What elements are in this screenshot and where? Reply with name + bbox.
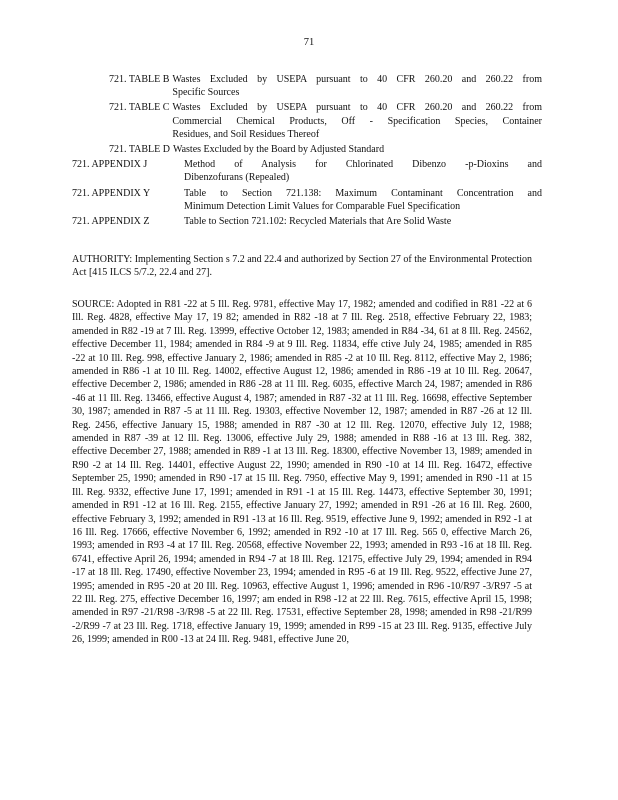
toc-description-line: Minimum Detection Limit Values for Comparable Fuel Specification	[184, 200, 461, 212]
toc-description-line: Dibenzofurans (Repealed)	[184, 172, 290, 184]
table-of-contents	[72, 73, 542, 230]
toc-entry	[72, 215, 542, 228]
toc-description-line: Table to Section 721.138: Maximum Contaminant Concentration and	[184, 187, 542, 199]
toc-description-line: Wastes Excluded by the Board by Adjusted Standard	[172, 144, 385, 156]
toc-entry	[72, 158, 542, 184]
toc-entry-label: 721. TABLE C	[109, 102, 170, 114]
toc-entry-description	[181, 215, 542, 228]
toc-entry	[72, 73, 542, 99]
toc-description-line: Wastes Excluded by USEPA pursuant to 40 CFR 260.20 and 260.22 from	[172, 102, 542, 114]
toc-entry-label: 721. TABLE B	[109, 74, 170, 85]
toc-entry-description	[169, 101, 542, 141]
toc-description-line: Commercial Chemical Products, Off - Specification Species, Container	[172, 115, 542, 127]
toc-entry-description	[181, 187, 542, 213]
toc-entry-label: 721. APPENDIX Y	[72, 187, 151, 199]
toc-entry-label: 721. APPENDIX Z	[72, 216, 150, 228]
toc-entry-description	[181, 158, 542, 184]
toc-entry-description	[170, 143, 542, 156]
toc-description-line: Wastes Excluded by USEPA pursuant to 40 CFR 260.20 and 260.22 from	[172, 74, 542, 85]
toc-entry	[72, 187, 542, 213]
toc-description-line: Specific Sources	[172, 87, 240, 99]
toc-description-line: Table to Section 721.102: Recycled Materials that Are Solid Waste	[184, 216, 452, 228]
toc-description-line: Method of Analysis for Chlorinated Dibenzo -p-Dioxins and	[184, 159, 542, 171]
toc-entry-description	[169, 73, 542, 99]
toc-entry	[72, 101, 542, 141]
toc-entry	[72, 143, 542, 156]
toc-description-line: Residues, and Soil Residues Thereof	[172, 128, 320, 140]
source-paragraph: SOURCE: Adopted in R81 -22 at 5 Ill. Reg. 9781, effective May 17, 1982; amended and codified in R81 -22 at 6 Ill. Reg. 4828, effective May 17, 19 82; amended in R82 -18 at 7 Ill. Reg. 2518, effective February 22, 1983; amended in R82 -19 at 7 Ill. Reg. 13999, effective October 12, 1983; amended in R84 -34, 61 at 8 Ill. Reg. 24562, effective December 11, 1984; amended in R84 -9 at 9 Ill. Reg. 11834, effe ctive July 24, 1985; amended in R85 -22 at 10 Ill. Reg. 998, effective January 2, 1986; amended in R85 -2 at 10 Ill. Reg. 8112, effective May 2, 1986; amended in R86 -1 at 10 Ill. Reg. 14002, effective August 12, 1986; amended in R86 -19 at 10 Ill. Reg. 20647, effective December 2, 1986; amended in R86 -28 at 11 Ill. Reg. 6035, effective March 24, 1987; amended in R86 -46 at 11 Ill. Reg. 13466, effective August 4, 1987; amended in R87 -32 at 11 Ill. Reg. 16698, effective September 30, 1987; amended in R87 -5 at 11 Ill. Reg. 19303, effective November 12, 1987; amended in R87 -26 at 12 Ill. Reg. 2456, effective January 15, 1988; amended in R87 -30 at 12 Ill. Reg. 12070, effective July 12, 1988; amended in R87 -39 at 12 Ill. Reg. 13006, effective July 29, 1988; amended in R88 -16 at 13 Ill. Reg. 382, effective December 27, 1988; amended in R89 -1 at 13 Ill. Reg. 18300, effective November 13, 1989; amended in R90 -2 at 14 Ill. Reg. 14401, effective August 22, 1990; amended in R90 -10 at 14 Ill. Reg. 16472, effective September 25, 1990; amended in R90 -17 at 15 Ill. Reg. 7950, effective May 9, 1991; amended in R90 -11 at 15 Ill. Reg. 9332, effective June 17, 1991; amended in R91 -1 at 15 Ill. Reg. 14473, effective September 30, 1991; amended in R91 -12 at 16 Ill. Reg. 2155, effective January 27, 1992; amended in R91 -26 at 16 Ill. Reg. 2600, effective February 3, 1992; amended in R91 -13 at 16 Ill. Reg. 9519, effective June 9, 1992; amended in R92 -1 at 16 Ill. Reg. 17666, effective November 6, 1992; amended in R92 -10 at 17 Ill. Reg. 565 0, effective March 26, 1993; amended in R93 -4 at 17 Ill. Reg. 20568, effective November 22, 1993; amended in R93 -16 at 18 Ill. Reg. 6741, effective April 26, 1994; amended in R94 -7 at 18 Ill. Reg. 12175, effective July 29, 1994; amended in R94 -17 at 18 Ill. Reg. 17490, effective November 23, 1994; amended in R95 -6 at 19 Ill. Reg. 9522, effective June 27, 1995; amended in R95 -20 at 20 Ill. Reg. 10963, effective August 1, 1996; amended in R96 -10/R97 -3/R97 -5 at 22 Ill. Reg. 275, effective December 16, 1997; am ended in R98 -12 at 22 Ill. Reg. 7615, effective April 15, 1998; amended in R97 -21/R98 -3/R98 -5 at 22 Ill. Reg. 17531, effective September 28, 1998; amended in R98 -21/R99 -2/R99 -7 at 23 Ill. Reg. 1718, effective January 19, 1999; amended in R99 -15 at 23 Ill. Reg. 9135, effective July 26, 1999; amended in R00 -13 at 24 Ill. Reg. 9481, effective June 20,	[72, 299, 532, 646]
toc-entry-label: 721. APPENDIX J	[72, 159, 148, 171]
toc-entry-label: 721. TABLE D	[109, 144, 170, 156]
page-number: 71	[303, 37, 315, 48]
authority-paragraph: AUTHORITY: Implementing Section s 7.2 and 22.4 and authorized by Section 27 of the Environmental Protection Act [415 ILCS 5/7.2, 22.4 and 27].	[72, 254, 532, 279]
